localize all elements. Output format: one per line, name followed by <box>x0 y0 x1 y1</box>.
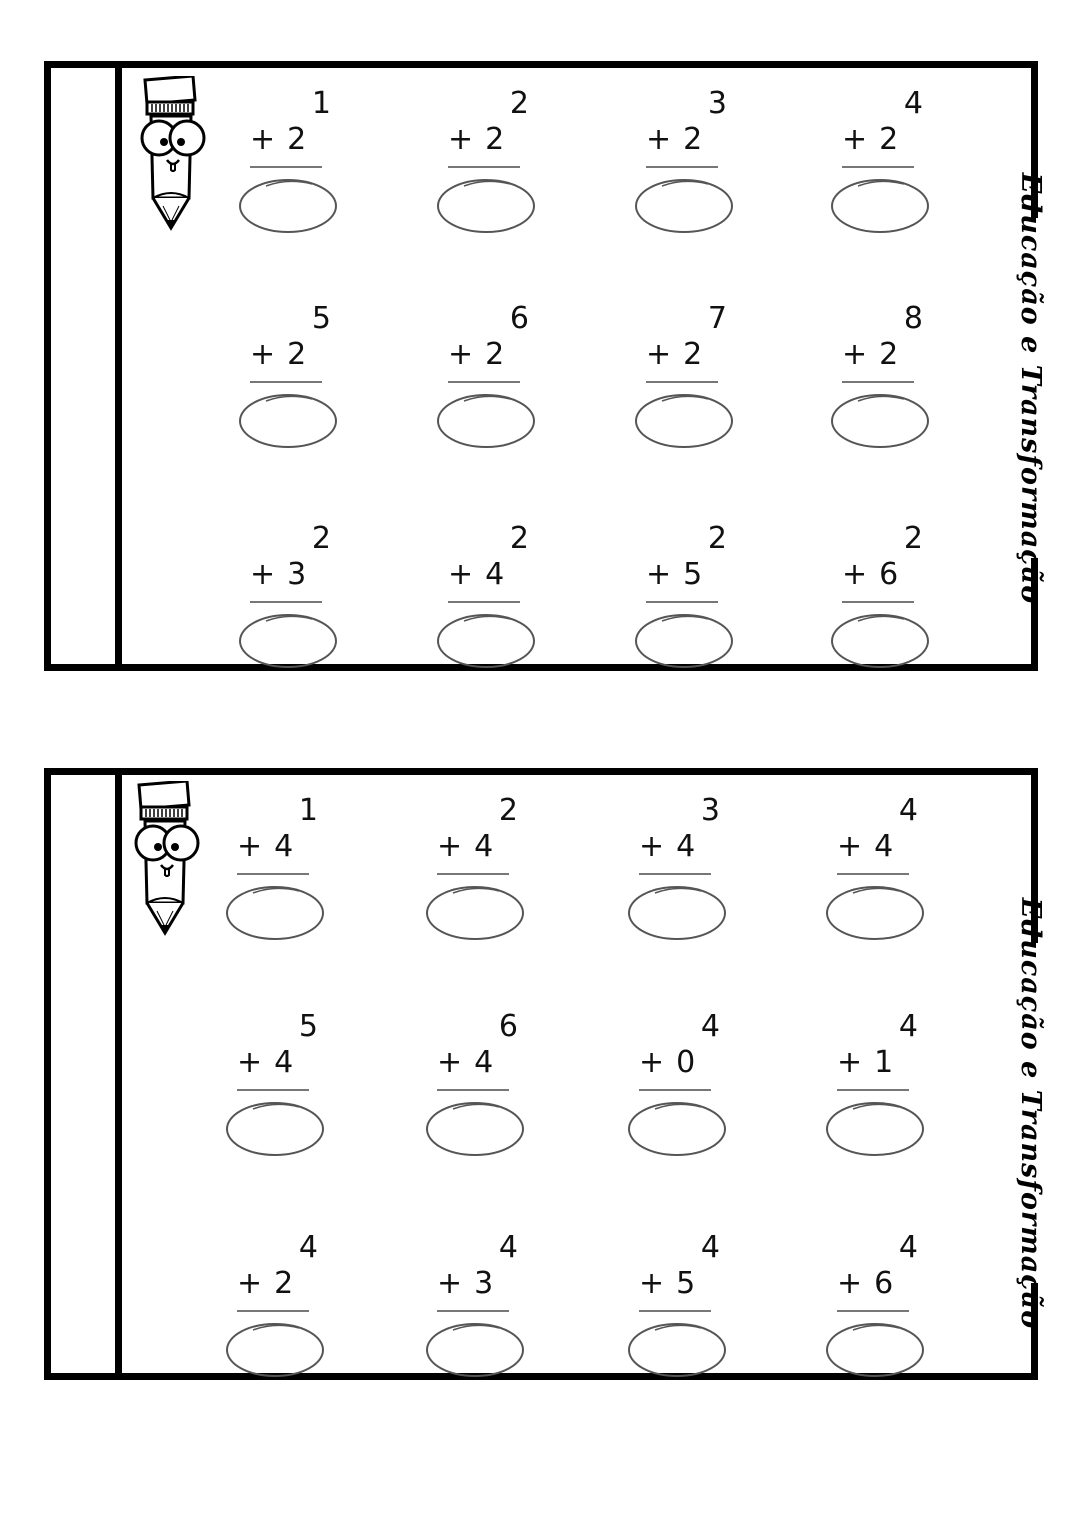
top-number: 4 <box>298 1230 319 1265</box>
top-number: 5 <box>311 301 332 336</box>
sum-line <box>237 1310 309 1312</box>
sum-line <box>448 601 520 603</box>
plus-sign: + <box>837 829 863 864</box>
top-number: 4 <box>700 1009 721 1044</box>
addition-problem <box>437 775 533 945</box>
plus-sign: + <box>842 337 868 372</box>
top-number: 4 <box>700 1230 721 1265</box>
sum-line <box>639 1310 711 1312</box>
answer-circle-icon[interactable] <box>225 1097 325 1157</box>
bottom-number: 6 <box>874 1266 894 1301</box>
sum-line <box>437 873 509 875</box>
top-number: 4 <box>498 1230 519 1265</box>
top-number: 2 <box>509 521 530 556</box>
plus-sign: + <box>237 829 263 864</box>
answer-circle-icon[interactable] <box>825 881 925 941</box>
top-number: 1 <box>311 86 332 121</box>
bottom-number: 2 <box>485 337 505 372</box>
bottom-number: 5 <box>683 557 703 592</box>
top-number: 2 <box>311 521 332 556</box>
sum-line <box>250 601 322 603</box>
plus-sign: + <box>250 337 276 372</box>
addition-problem <box>842 503 938 673</box>
answer-circle-icon[interactable] <box>238 389 338 449</box>
sum-line <box>639 873 711 875</box>
top-number: 3 <box>700 793 721 828</box>
addition-problem <box>646 503 742 673</box>
sum-line <box>448 166 520 168</box>
plus-sign: + <box>639 1266 665 1301</box>
top-number: 2 <box>509 86 530 121</box>
bottom-number: 3 <box>287 557 307 592</box>
answer-circle-icon[interactable] <box>634 389 734 449</box>
brand-watermark <box>1001 172 1061 604</box>
addition-problem <box>250 68 346 238</box>
top-number: 7 <box>707 301 728 336</box>
answer-circle-icon[interactable] <box>634 609 734 669</box>
addition-problem <box>237 1212 333 1382</box>
top-number: 5 <box>298 1009 319 1044</box>
sum-line <box>646 381 718 383</box>
answer-circle-icon[interactable] <box>436 609 536 669</box>
bottom-number: 4 <box>485 557 505 592</box>
top-number: 6 <box>509 301 530 336</box>
addition-problem <box>448 68 544 238</box>
top-number: 4 <box>903 86 924 121</box>
sum-line <box>250 381 322 383</box>
addition-problem <box>646 68 742 238</box>
sum-line <box>437 1310 509 1312</box>
addition-problem <box>837 1212 933 1382</box>
answer-circle-icon[interactable] <box>238 174 338 234</box>
answer-circle-icon[interactable] <box>425 881 525 941</box>
addition-problem <box>842 283 938 453</box>
bottom-number: 2 <box>683 122 703 157</box>
plus-sign: + <box>842 557 868 592</box>
sum-line <box>842 381 914 383</box>
answer-circle-icon[interactable] <box>627 1318 727 1378</box>
addition-problem <box>437 991 533 1161</box>
answer-circle-icon[interactable] <box>436 174 536 234</box>
top-number: 6 <box>498 1009 519 1044</box>
plus-sign: + <box>837 1045 863 1080</box>
bottom-number: 4 <box>474 829 494 864</box>
sum-line <box>237 1089 309 1091</box>
answer-circle-icon[interactable] <box>627 881 727 941</box>
top-number: 2 <box>903 521 924 556</box>
plus-sign: + <box>448 122 474 157</box>
answer-circle-icon[interactable] <box>830 174 930 234</box>
addition-problem <box>837 775 933 945</box>
addition-problem <box>237 775 333 945</box>
bottom-number: 5 <box>676 1266 696 1301</box>
worksheet-card-2 <box>44 768 1047 1380</box>
answer-circle-icon[interactable] <box>830 609 930 669</box>
top-number: 2 <box>707 521 728 556</box>
plus-sign: + <box>237 1266 263 1301</box>
plus-sign: + <box>448 337 474 372</box>
plus-sign: + <box>237 1045 263 1080</box>
plus-sign: + <box>837 1266 863 1301</box>
bottom-number: 4 <box>676 829 696 864</box>
addition-problem <box>842 68 938 238</box>
sum-line <box>842 166 914 168</box>
answer-circle-icon[interactable] <box>225 1318 325 1378</box>
sum-line <box>842 601 914 603</box>
sum-line <box>250 166 322 168</box>
brand-text: Educação e Transformação <box>1015 897 1047 1329</box>
bottom-number: 2 <box>683 337 703 372</box>
top-number: 4 <box>898 1009 919 1044</box>
addition-problem <box>448 283 544 453</box>
bottom-number: 2 <box>485 122 505 157</box>
bottom-number: 4 <box>874 829 894 864</box>
addition-problem <box>437 1212 533 1382</box>
addition-problem <box>639 1212 735 1382</box>
bottom-number: 2 <box>274 1266 294 1301</box>
addition-problem <box>250 283 346 453</box>
worksheet-card-1 <box>44 61 1047 671</box>
sum-line <box>237 873 309 875</box>
top-number: 3 <box>707 86 728 121</box>
top-number: 8 <box>903 301 924 336</box>
bottom-number: 1 <box>874 1045 894 1080</box>
bottom-number: 2 <box>879 122 899 157</box>
answer-circle-icon[interactable] <box>425 1318 525 1378</box>
answer-circle-icon[interactable] <box>225 881 325 941</box>
bottom-number: 2 <box>879 337 899 372</box>
sum-line <box>639 1089 711 1091</box>
top-number: 4 <box>898 793 919 828</box>
bottom-number: 2 <box>287 337 307 372</box>
plus-sign: + <box>250 557 276 592</box>
answer-circle-icon[interactable] <box>436 389 536 449</box>
answer-circle-icon[interactable] <box>830 389 930 449</box>
answer-circle-icon[interactable] <box>825 1318 925 1378</box>
sum-line <box>837 1310 909 1312</box>
brand-text: Educação e Transformação <box>1015 172 1047 604</box>
answer-circle-icon[interactable] <box>825 1097 925 1157</box>
bottom-number: 4 <box>474 1045 494 1080</box>
sum-line <box>837 873 909 875</box>
answer-circle-icon[interactable] <box>634 174 734 234</box>
sum-line <box>437 1089 509 1091</box>
bottom-number: 0 <box>676 1045 696 1080</box>
plus-sign: + <box>646 122 672 157</box>
plus-sign: + <box>437 1045 463 1080</box>
addition-problem <box>639 775 735 945</box>
addition-problem <box>837 991 933 1161</box>
plus-sign: + <box>437 1266 463 1301</box>
bottom-number: 4 <box>274 829 294 864</box>
plus-sign: + <box>646 557 672 592</box>
plus-sign: + <box>437 829 463 864</box>
problem-grid <box>51 775 1031 1373</box>
sum-line <box>646 166 718 168</box>
top-number: 4 <box>898 1230 919 1265</box>
top-number: 2 <box>498 793 519 828</box>
plus-sign: + <box>639 829 665 864</box>
bottom-number: 2 <box>287 122 307 157</box>
plus-sign: + <box>448 557 474 592</box>
plus-sign: + <box>646 337 672 372</box>
answer-circle-icon[interactable] <box>425 1097 525 1157</box>
sum-line <box>646 601 718 603</box>
addition-problem <box>448 503 544 673</box>
bottom-number: 3 <box>474 1266 494 1301</box>
addition-problem <box>646 283 742 453</box>
plus-sign: + <box>842 122 868 157</box>
top-number: 1 <box>298 793 319 828</box>
problem-grid <box>51 68 1031 664</box>
answer-circle-icon[interactable] <box>238 609 338 669</box>
sum-line <box>837 1089 909 1091</box>
addition-problem <box>237 991 333 1161</box>
plus-sign: + <box>639 1045 665 1080</box>
addition-problem <box>250 503 346 673</box>
bottom-number: 4 <box>274 1045 294 1080</box>
sum-line <box>448 381 520 383</box>
addition-problem <box>639 991 735 1161</box>
bottom-number: 6 <box>879 557 899 592</box>
plus-sign: + <box>250 122 276 157</box>
brand-watermark <box>1001 897 1061 1329</box>
answer-circle-icon[interactable] <box>627 1097 727 1157</box>
